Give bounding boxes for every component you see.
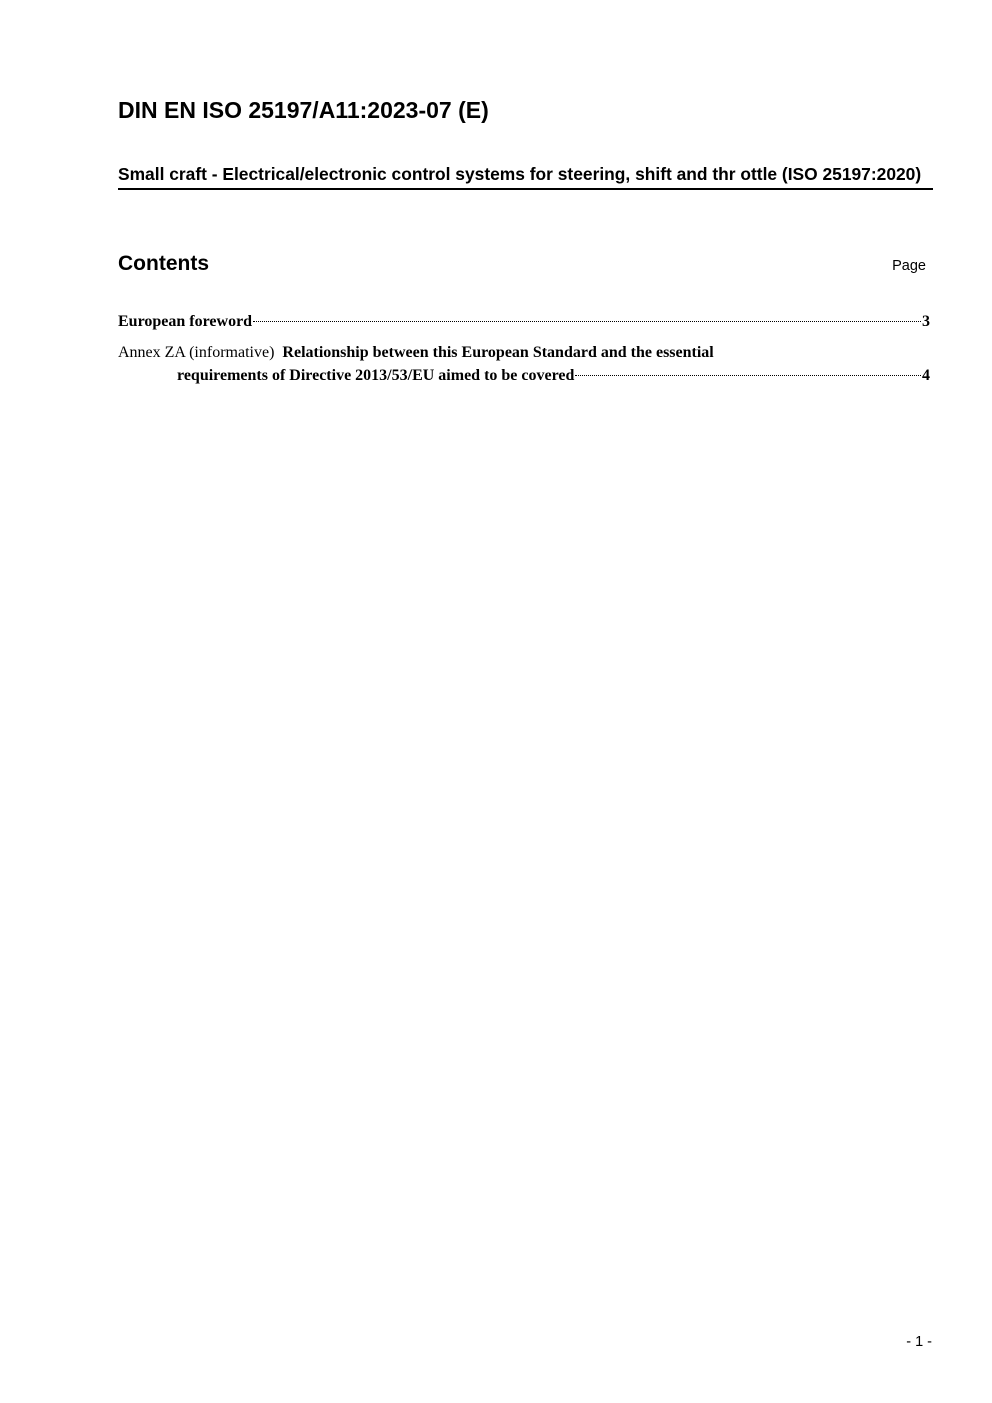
toc-entry-annex-za[interactable] [118, 341, 930, 387]
toc-line [118, 341, 930, 364]
toc-leader-dots [253, 321, 921, 322]
toc-line [118, 310, 930, 333]
contents-heading: Contents [118, 252, 209, 275]
table-of-contents [118, 310, 930, 395]
toc-entry-page: 3 [922, 313, 930, 330]
toc-line-continuation [118, 364, 930, 387]
toc-entry-european-foreword[interactable] [118, 310, 930, 333]
document-title: DIN EN ISO 25197/A11:2023-07 (E) [118, 97, 489, 123]
toc-entry-title-first-line [118, 341, 714, 364]
toc-entry-title-main: Relationship between this European Standard and the essential [282, 344, 714, 361]
toc-entry-page: 4 [922, 367, 930, 384]
toc-leader-dots [575, 375, 921, 376]
document-subtitle: Small craft - Electrical/electronic control systems for steering, shift and thr ottle (ISO 25197:2020) [118, 163, 933, 190]
page-column-label: Page [892, 258, 926, 274]
page-number: - 1 - [906, 1334, 932, 1350]
toc-entry-title-continuation: requirements of Directive 2013/53/EU aimed to be covered [177, 367, 575, 384]
toc-entry-title: European foreword [118, 313, 253, 330]
toc-entry-title-prefix: Annex ZA (informative) [118, 344, 275, 361]
